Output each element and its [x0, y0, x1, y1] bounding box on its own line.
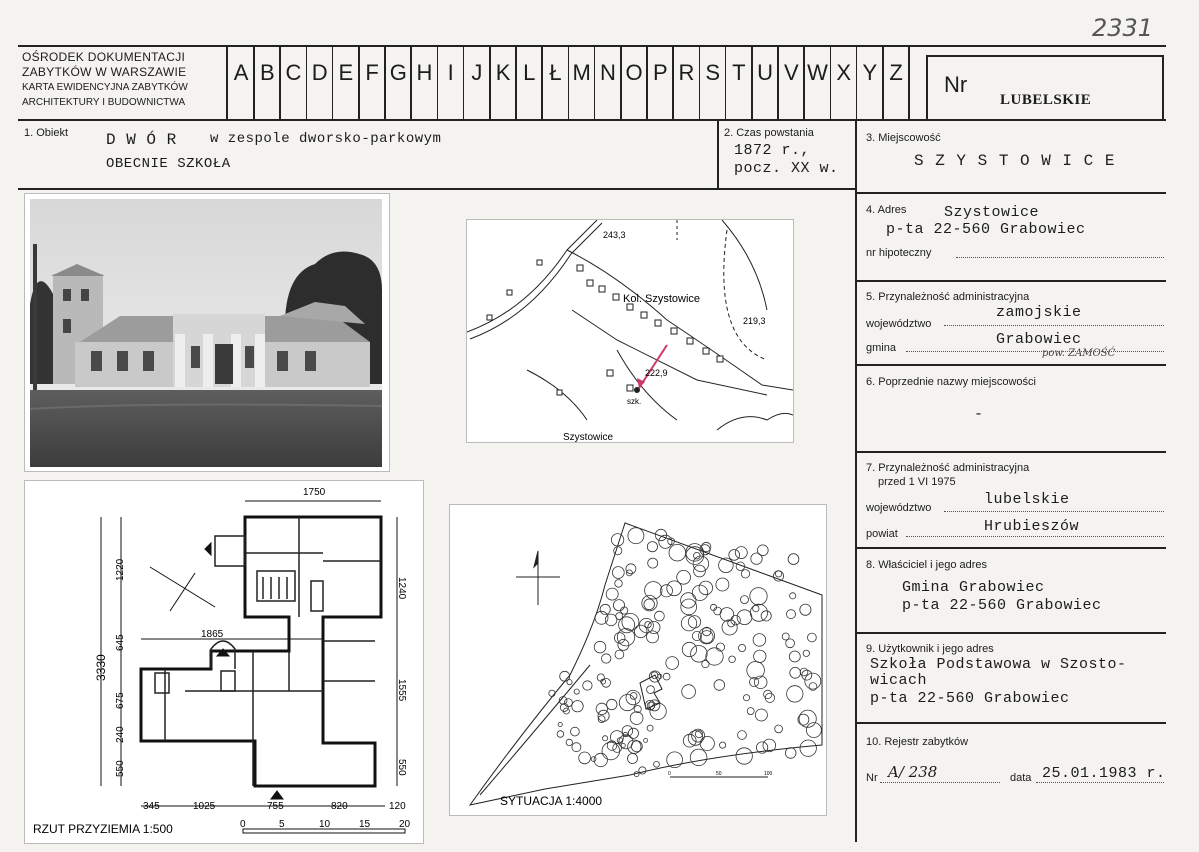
plan-left-dim-4: 240	[115, 726, 126, 743]
plan-scale-10: 10	[319, 819, 331, 830]
tree-canopy	[610, 731, 623, 744]
tree-canopy	[706, 648, 723, 665]
tree-canopy	[789, 651, 800, 662]
plan-left-dim-3: 675	[115, 692, 126, 709]
tree-canopy	[782, 633, 789, 640]
tree-canopy	[628, 728, 638, 738]
tree-canopy	[805, 673, 821, 689]
field2-label: 2. Czas powstania	[724, 127, 814, 139]
tree-canopy	[739, 644, 746, 651]
tree-canopy	[630, 712, 643, 725]
tree-canopy	[659, 535, 672, 548]
user-line3: p-ta 22-560 Grabowiec	[870, 690, 1070, 707]
alphabet-letter: S	[705, 60, 721, 85]
tree-canopy	[808, 633, 817, 642]
tree-canopy	[682, 685, 696, 699]
tree-canopy	[764, 690, 772, 698]
tree-canopy	[800, 668, 808, 676]
tree-canopy	[787, 610, 796, 619]
alphabet-letter: U	[757, 60, 774, 85]
alphabet-letter: T	[732, 60, 746, 85]
alphabet-letter: W	[807, 60, 828, 85]
tree-canopy	[701, 631, 714, 644]
plan-dim-total: 3330	[94, 654, 108, 681]
tree-canopy	[572, 701, 583, 712]
tree-canopy	[596, 703, 607, 714]
tree-canopy	[800, 604, 811, 615]
tree-canopy	[800, 740, 816, 756]
tree-canopy	[594, 641, 606, 653]
plan-bottom-dim-3: 755	[267, 801, 284, 812]
tree-canopy	[669, 544, 686, 561]
voivodeship-stamp: LUBELSKIE	[1000, 92, 1092, 108]
tree-canopy	[615, 650, 624, 659]
institution-line4: ARCHITEKTURY I BUDOWNICTWA	[22, 97, 186, 108]
tree-canopy	[602, 678, 611, 687]
institution-line1: OŚRODEK DOKUMENTACJI	[22, 50, 186, 64]
plan-bottom-dim-4: 820	[331, 801, 348, 812]
map-elevation-2: 219,3	[743, 316, 766, 326]
alphabet-letter: L	[523, 60, 536, 85]
tree-canopy	[729, 550, 740, 561]
alphabet-letter: N	[599, 60, 616, 85]
field7-label: 7. Przynależność administracyjna	[866, 462, 1030, 474]
alphabet-letter: F	[365, 60, 379, 85]
tree-canopy	[736, 748, 752, 764]
tree-canopy	[606, 588, 618, 600]
plan-right-dim-2: 1555	[396, 679, 407, 702]
tree-canopy	[567, 680, 572, 685]
plan-left-dim-5: 550	[115, 760, 126, 777]
tree-canopy	[607, 699, 617, 709]
tree-canopy	[691, 646, 708, 663]
plan-title: RZUT PRZYZIEMIA 1:500	[33, 822, 173, 836]
tree-canopy	[681, 616, 696, 631]
alphabet-letter: D	[311, 60, 328, 85]
alphabet-letter: M	[572, 60, 591, 85]
tree-canopy	[603, 736, 608, 741]
tree-canopy	[681, 599, 697, 615]
alphabet-letter: Z	[889, 60, 903, 85]
register-nr-value: A/ 238	[888, 763, 938, 781]
locality: S Z Y S T O W I C E	[914, 152, 1116, 170]
tree-canopy	[549, 690, 555, 696]
field1-label: 1. Obiekt	[24, 127, 69, 139]
alphabet-letter: A	[233, 60, 249, 85]
tree-canopy	[763, 739, 776, 752]
address-line2: p-ta 22-560 Grabowiec	[886, 221, 1086, 238]
object-name: D W Ó R	[106, 131, 177, 149]
tree-canopy	[761, 611, 771, 621]
plan-right-dim-1: 1240	[396, 577, 407, 600]
tree-canopy	[639, 767, 646, 774]
tree-canopy	[650, 703, 666, 719]
location-map	[466, 219, 794, 443]
map-elevation-1: 243,3	[603, 230, 626, 240]
tree-canopy	[626, 570, 632, 576]
plan-scale-5: 5	[279, 819, 285, 830]
tree-canopy	[558, 722, 562, 726]
tree-canopy	[628, 528, 644, 544]
field7-date: przed 1 VI 1975	[878, 476, 956, 488]
tree-canopy	[720, 608, 734, 622]
tree-canopy	[628, 754, 638, 764]
tree-canopy	[626, 564, 636, 574]
alphabet-letter: V	[783, 60, 799, 85]
plan-left-dim-2: 645	[115, 634, 126, 651]
tree-canopies	[549, 528, 822, 777]
tree-canopy	[622, 613, 639, 630]
pre1975-voivodeship: lubelskie	[984, 491, 1070, 508]
plan-dim-mid: 1865	[201, 629, 224, 640]
plan-scale-15: 15	[359, 819, 371, 830]
tree-canopy	[743, 695, 749, 701]
district-label: powiat	[866, 528, 898, 540]
alphabet-letter: C	[285, 60, 302, 85]
tree-canopy	[611, 534, 623, 546]
field3-label: 3. Miejscowość	[866, 132, 941, 144]
tree-canopy	[755, 709, 767, 721]
plan-dim-top: 1750	[303, 487, 326, 498]
tree-canopy	[572, 743, 581, 752]
register-nr-label: Nr	[866, 772, 878, 784]
tree-canopy	[644, 738, 648, 742]
voivodeship-label: województwo	[866, 318, 932, 330]
site-scale-100: 100	[764, 771, 773, 777]
floor-plan	[24, 480, 424, 844]
tree-canopy	[583, 681, 592, 690]
tree-canopy	[618, 639, 629, 650]
tree-canopy	[579, 752, 591, 764]
tree-canopy	[557, 731, 564, 738]
tree-canopy	[741, 596, 749, 604]
register-date-value: 25.01.1983 r.	[1042, 765, 1166, 782]
alphabet-letter: P	[652, 60, 668, 85]
tree-canopy	[574, 689, 579, 694]
user-line1: Szkoła Podstawowa w Szosto-	[870, 656, 1127, 673]
tree-canopy	[694, 552, 701, 559]
tree-canopy	[690, 749, 707, 766]
institution-name	[22, 50, 222, 110]
mortgage-label: nr hipoteczny	[866, 247, 932, 259]
tree-canopy	[790, 593, 796, 599]
plan-left-dim-1: 1220	[115, 558, 126, 581]
owner-line2: p-ta 22-560 Grabowiec	[902, 597, 1102, 614]
district-value: Hrubieszów	[984, 518, 1080, 535]
object-current-use: OBECNIE SZKOŁA	[106, 156, 231, 172]
tree-canopy	[787, 686, 803, 702]
tree-canopy	[658, 674, 662, 678]
tree-canopy	[571, 727, 580, 736]
tree-canopy	[785, 748, 796, 759]
alphabet-letter: I	[447, 60, 454, 85]
plan-bottom-dim-2: 1025	[193, 801, 216, 812]
site-scale-0: 0	[668, 771, 671, 777]
alphabet-letter: K	[495, 60, 511, 85]
field10-label: 10. Rejestr zabytków	[866, 736, 969, 748]
owner-line1: Gmina Grabowiec	[902, 579, 1045, 596]
gmina-value: Grabowiec	[996, 331, 1082, 348]
alphabet-letter: H	[416, 60, 433, 85]
tree-canopy	[720, 742, 726, 748]
tree-canopy	[803, 650, 809, 656]
tree-canopy	[790, 667, 801, 678]
site-title: SYTUACJA 1:4000	[500, 794, 603, 808]
address-line1: Szystowice	[944, 204, 1040, 221]
register-date-label: data	[1010, 772, 1032, 784]
manor-photo	[24, 193, 390, 472]
map-elevation-3: 222,9	[645, 368, 668, 378]
tree-canopy	[729, 656, 736, 663]
tree-canopy	[754, 650, 766, 662]
tree-canopy	[634, 625, 647, 638]
tree-canopy	[692, 585, 707, 600]
tree-canopy	[753, 634, 766, 647]
field8-label: 8. Właściciel i jego adres	[866, 559, 988, 571]
field9-label: 9. Użytkownik i jego adres	[866, 643, 994, 655]
alphabet-letter: Y	[862, 60, 878, 85]
tree-canopy	[735, 547, 747, 559]
tree-canopy	[644, 599, 655, 610]
tree-canopy	[648, 558, 658, 568]
object-complex: w zespole dworsko-parkowym	[210, 131, 442, 147]
tree-canopy	[647, 725, 653, 731]
tree-canopy	[722, 620, 737, 635]
site-plan	[449, 504, 827, 816]
plan-bottom-dim-5: 120	[389, 801, 406, 812]
tree-canopy	[566, 739, 572, 745]
tree-canopy	[747, 662, 765, 680]
gmina-note: pow. ZAMOŚĆ	[1042, 348, 1116, 359]
tree-canopy	[738, 731, 747, 740]
tree-canopy	[560, 704, 568, 712]
tree-canopy	[799, 710, 816, 727]
voivodeship-value: zamojskie	[996, 304, 1082, 321]
alphabet-letter: E	[338, 60, 354, 85]
construction-date-2: pocz. XX w.	[734, 160, 839, 177]
tree-canopy	[666, 657, 679, 670]
handwritten-number: 2331	[1092, 14, 1154, 42]
nr-label: Nr	[944, 72, 968, 97]
institution-line2: ZABYTKÓW W WARSZAWIE	[22, 65, 187, 79]
alphabet-letter: O	[625, 60, 643, 85]
alphabet-letter: Ł	[549, 60, 562, 85]
tree-canopy	[786, 639, 795, 648]
tree-canopy	[615, 580, 623, 588]
gmina-label: gmina	[866, 342, 896, 354]
map-school-label: szk.	[627, 397, 642, 406]
tree-canopy	[747, 708, 754, 715]
site-scale-50: 50	[716, 771, 722, 777]
tree-canopy	[775, 725, 783, 733]
tree-canopy	[613, 600, 624, 611]
tree-canopy	[682, 642, 696, 656]
tree-canopy	[605, 614, 617, 626]
construction-date: 1872 r.,	[734, 142, 811, 159]
plan-right-dim-3: 550	[396, 759, 407, 776]
alphabet-letter: B	[259, 60, 275, 85]
tree-canopy	[612, 567, 624, 579]
tree-canopy	[647, 542, 657, 552]
field6-label: 6. Poprzednie nazwy miejscowości	[866, 376, 1036, 388]
tree-canopy	[692, 631, 701, 640]
alphabet-letter: X	[836, 60, 852, 85]
tree-canopy	[621, 743, 625, 747]
tree-canopy	[614, 547, 622, 555]
tree-canopy	[667, 581, 682, 596]
tree-canopy	[663, 673, 670, 680]
tree-canopy	[600, 604, 610, 614]
tree-canopy	[654, 761, 660, 767]
tree-canopy	[751, 553, 762, 564]
field4-label: 4. Adres	[866, 204, 907, 216]
tree-canopy	[757, 545, 768, 556]
tree-canopy	[591, 757, 596, 762]
alphabet-letter: J	[471, 60, 483, 85]
tree-canopy	[700, 736, 714, 750]
plan-scale-0: 0	[240, 819, 246, 830]
plan-scale-20: 20	[399, 819, 411, 830]
tree-canopy	[714, 680, 725, 691]
pre1975-voivodeship-label: województwo	[866, 502, 932, 514]
tree-canopy	[619, 695, 635, 711]
alphabet-letter: R	[678, 60, 695, 85]
map-village-label: Kol. Szystowice	[623, 293, 701, 305]
tree-canopy	[741, 570, 749, 578]
tree-canopy	[564, 699, 572, 707]
previous-names: -	[974, 406, 984, 423]
tree-canopy	[788, 554, 799, 565]
field5-label: 5. Przynależność administracyjna	[866, 291, 1030, 303]
user-line2: wicach	[870, 672, 928, 689]
tree-canopy	[602, 654, 611, 663]
tree-canopy	[686, 547, 704, 565]
alphabet-letter: G	[389, 60, 407, 85]
tree-canopy	[716, 578, 729, 591]
tree-canopy	[753, 605, 759, 611]
map-place-label: Szystowice	[563, 432, 614, 442]
tree-canopy	[655, 611, 665, 621]
tree-canopy	[614, 633, 625, 644]
tree-canopy	[616, 613, 623, 620]
tree-canopy	[750, 588, 767, 605]
institution-line3: KARTA EWIDENCYJNA ZABYTKÓW	[22, 82, 188, 93]
plan-bottom-dim-1: 345	[143, 801, 160, 812]
